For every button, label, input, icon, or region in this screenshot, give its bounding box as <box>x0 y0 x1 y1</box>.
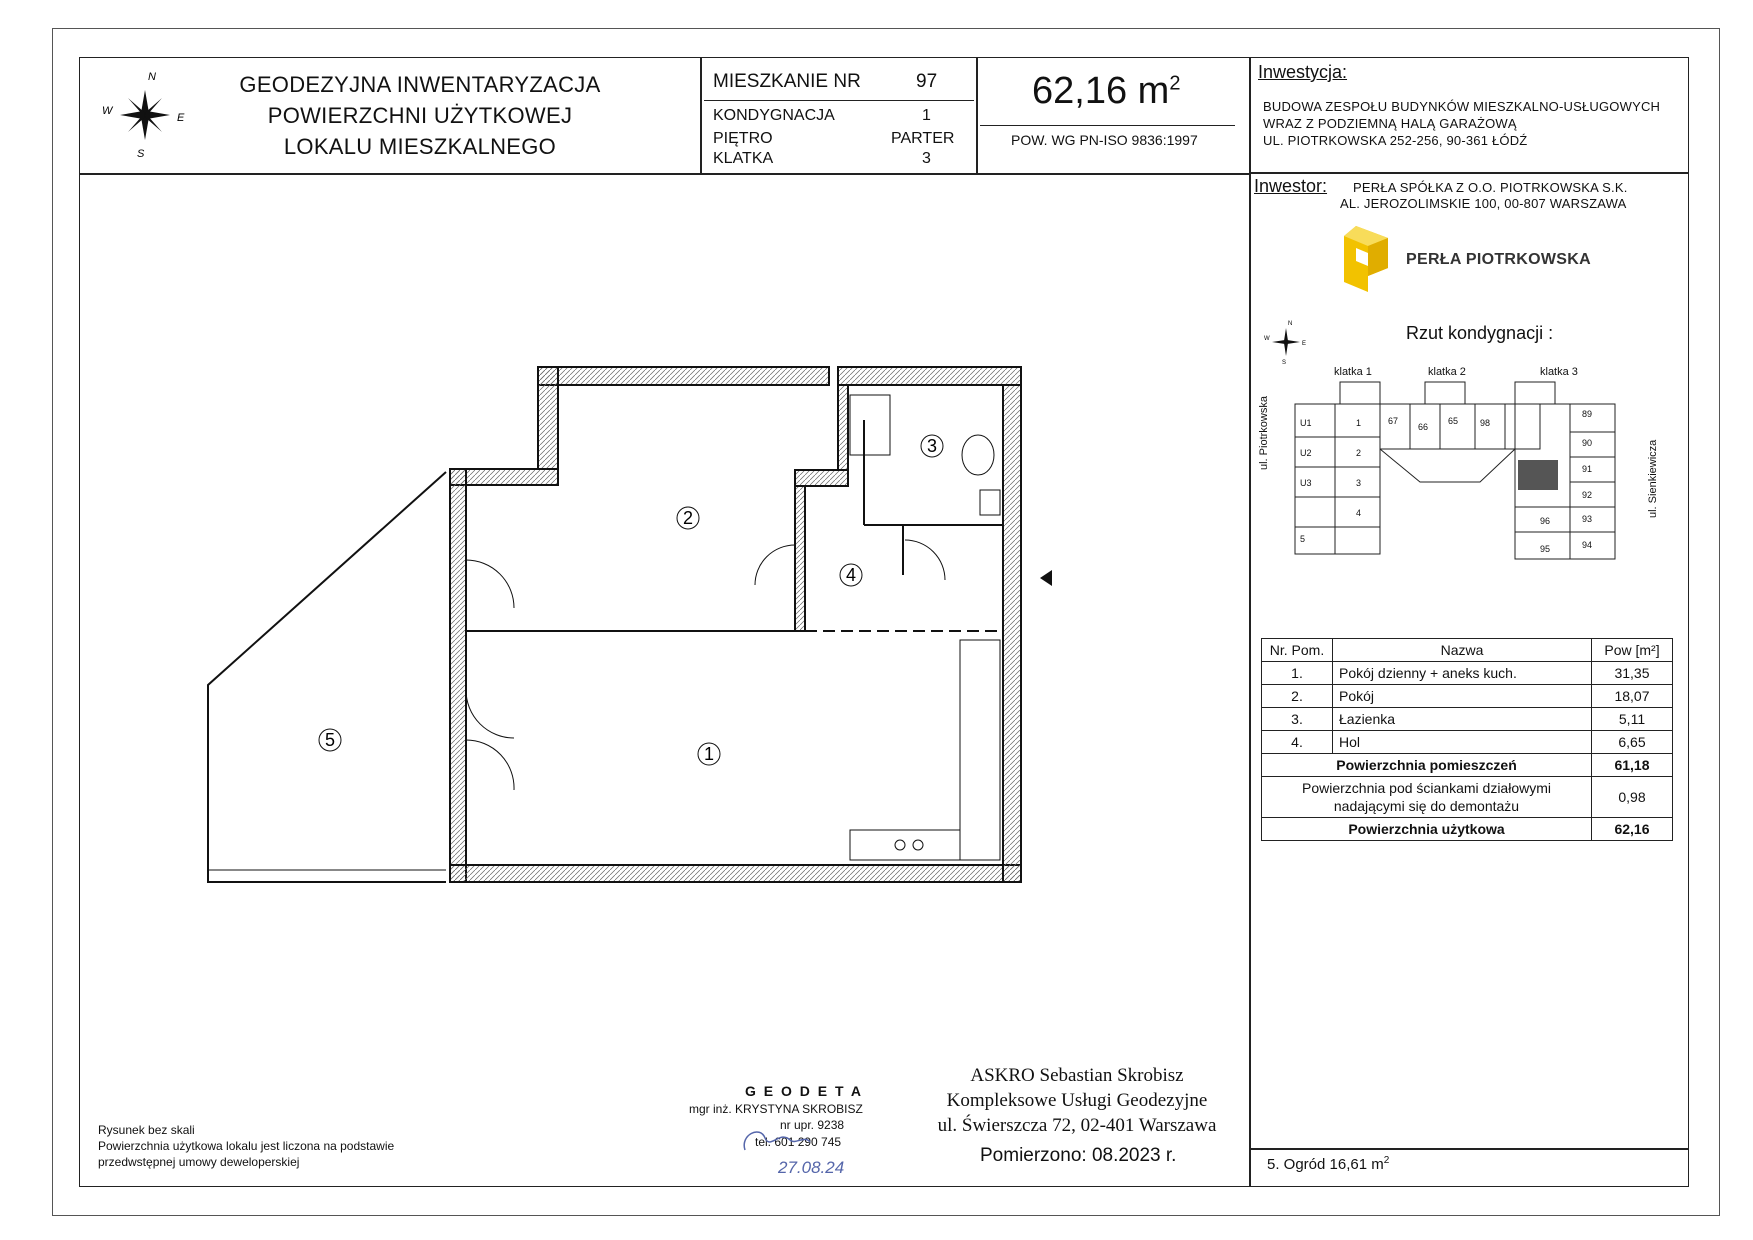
garden-area: 5. Ogród 16,61 $m^2$ <box>1267 1155 1390 1173</box>
investment-line-2: WRAZ Z PODZIEMNĄ HALĄ GARAŻOWĄ <box>1263 116 1517 131</box>
key-plan-drawing <box>1290 382 1630 582</box>
svg-text:93: 93 <box>1582 514 1593 524</box>
svg-text:91: 91 <box>1582 464 1593 474</box>
cell-nr: 3. <box>1262 708 1333 731</box>
usable-area-row <box>1262 818 1673 841</box>
svg-text:90: 90 <box>1582 438 1593 448</box>
svg-text:67: 67 <box>1388 416 1399 426</box>
svg-text:2: 2 <box>1356 448 1362 458</box>
svg-text:1: 1 <box>1356 418 1362 428</box>
svg-text:4: 4 <box>845 565 857 585</box>
note-line-3: przedwstępnej umowy deweloperskiej <box>98 1155 300 1169</box>
cell-name: Łazienka <box>1333 708 1592 731</box>
mieszkanie-value: 97 <box>916 71 938 92</box>
investment-label: Inwestycja: <box>1258 62 1348 82</box>
cell-name: Pokój dzienny + aneks kuch. <box>1333 662 1592 685</box>
svg-text:W: W <box>1264 336 1270 342</box>
investment-line-1: BUDOWA ZESPOŁU BUDYNKÓW MIESZKALNO-USŁUGOWYCH <box>1263 99 1661 114</box>
key-plan-title: Rzut kondygnacji : <box>1406 323 1554 343</box>
kondygnacja-label: KONDYGNACJA <box>713 107 835 124</box>
key-plan-klatka-2: klatka 2 <box>1428 366 1466 378</box>
svg-text:E: E <box>1302 341 1307 347</box>
investment-line-3: UL. PIOTRKOWSKA 252-256, 90-361 ŁÓDŹ <box>1263 133 1528 148</box>
cell-area: 18,07 <box>1592 685 1673 708</box>
svg-text:2: 2 <box>682 508 694 528</box>
investor-line-2: AL. JEROZOLIMSKIE 100, 00-807 WARSZAWA <box>1340 196 1627 211</box>
perla-logo-text: PERŁA PIOTRKOWSKA <box>1406 251 1591 268</box>
note-line-1: Rysunek bez skali <box>98 1123 195 1137</box>
table-row <box>1262 685 1673 708</box>
svg-text:5: 5 <box>324 730 336 750</box>
investor-line-1: PERŁA SPÓŁKA Z O.O. PIOTRKOWSKA S.K. <box>1353 180 1628 195</box>
walls-value: 0,98 <box>1592 777 1673 818</box>
svg-text:S: S <box>1282 360 1287 366</box>
rooms-table <box>1261 638 1673 841</box>
svg-text:N: N <box>148 71 156 83</box>
title-line-2: POWIERZCHNI UŻYTKOWEJ <box>267 103 573 128</box>
svg-text:95: 95 <box>1540 544 1551 554</box>
key-plan-klatka-3: klatka 3 <box>1540 366 1578 378</box>
stamp-line-1: mgr inż. KRYSTYNA SKROBISZ <box>689 1102 863 1116</box>
stamp-line-3: tel. 601 290 745 <box>755 1135 842 1149</box>
cell-name: Hol <box>1333 731 1592 754</box>
cell-name: Pokój <box>1333 685 1592 708</box>
svg-text:U2: U2 <box>1300 448 1312 458</box>
mieszkanie-label: MIESZKANIE NR <box>713 71 861 92</box>
kondygnacja-value: 1 <box>922 107 931 124</box>
svg-text:66: 66 <box>1418 422 1429 432</box>
investment-divider <box>1249 172 1689 174</box>
svg-text:S: S <box>137 148 145 160</box>
area-norm-note: POW. WG PN-ISO 9836:1997 <box>1011 132 1198 148</box>
total-rooms-value: 61,18 <box>1592 754 1673 777</box>
cell-area: 5,11 <box>1592 708 1673 731</box>
signature-date: 27.08.24 <box>778 1158 845 1177</box>
key-plan-klatka-1: klatka 1 <box>1334 366 1372 378</box>
company-line-2: Kompleksowe Usługi Geodezyjne <box>946 1090 1208 1111</box>
svg-text:W: W <box>102 105 113 117</box>
area-value: 62,16 $m^2$ <box>1032 70 1181 112</box>
note-line-2: Powierzchnia użytkowa lokalu jest liczona na podstawie <box>98 1139 395 1153</box>
signature-icon <box>735 1120 815 1160</box>
investor-label: Inwestor: <box>1254 176 1328 196</box>
cell-area: 6,65 <box>1592 731 1673 754</box>
key-plan-compass-icon <box>1262 318 1310 366</box>
svg-text:1: 1 <box>703 744 715 764</box>
svg-text:U1: U1 <box>1300 418 1312 428</box>
stamp-title: G E O D E T A <box>745 1083 864 1099</box>
pietro-label: PIĘTRO <box>713 130 773 147</box>
svg-text:E: E <box>177 112 185 124</box>
perla-logo-icon <box>1336 226 1396 292</box>
walls-row <box>1262 777 1673 818</box>
table-row <box>1262 731 1673 754</box>
svg-text:4: 4 <box>1356 508 1362 518</box>
svg-text:N: N <box>1288 321 1293 327</box>
klatka-value: 3 <box>922 150 931 167</box>
svg-text:5: 5 <box>1300 534 1306 544</box>
company-line-3: ul. Świerszcza 72, 02-401 Warszawa <box>937 1115 1217 1136</box>
svg-text:96: 96 <box>1540 516 1551 526</box>
klatka-label: KLATKA <box>713 150 774 167</box>
title-line-3: LOKALU MIESZKALNEGO <box>283 134 557 159</box>
cell-nr: 2. <box>1262 685 1333 708</box>
svg-text:94: 94 <box>1582 540 1593 550</box>
cell-nr: 1. <box>1262 662 1333 685</box>
company-line-1: ASKRO Sebastian Skrobisz <box>970 1065 1184 1086</box>
svg-text:3: 3 <box>1356 478 1362 488</box>
usable-area-value: 62,16 <box>1592 818 1673 841</box>
garden-divider <box>1249 1148 1689 1150</box>
key-plan-street-2: ul. Sienkiewicza <box>1647 439 1659 518</box>
measured-date: Pomierzono: 08.2023 r. <box>980 1145 1177 1166</box>
col-header-area: Pow [m²] <box>1592 639 1673 662</box>
svg-text:98: 98 <box>1480 418 1491 428</box>
stamp-line-2: nr upr. 9238 <box>780 1118 845 1132</box>
total-rooms-label: Powierzchnia pomieszczeń <box>1262 754 1592 777</box>
walls-label: Powierzchnia pod ściankami działowymi nadającymi się do demontażu <box>1262 777 1592 818</box>
key-plan-street-1: ul. Piotrkowska <box>1258 396 1270 470</box>
col-header-name: Nazwa <box>1333 639 1592 662</box>
cell-area: 31,35 <box>1592 662 1673 685</box>
table-row <box>1262 708 1673 731</box>
table-header-row <box>1262 639 1673 662</box>
svg-text:65: 65 <box>1448 416 1459 426</box>
pietro-value: PARTER <box>891 130 955 147</box>
cell-nr: 4. <box>1262 731 1333 754</box>
usable-area-label: Powierzchnia użytkowa <box>1262 818 1592 841</box>
svg-text:92: 92 <box>1582 490 1593 500</box>
svg-text:89: 89 <box>1582 409 1593 419</box>
entrance-arrow-icon <box>1040 570 1052 586</box>
col-header-nr: Nr. Pom. <box>1262 639 1333 662</box>
svg-text:3: 3 <box>926 436 938 456</box>
table-row <box>1262 662 1673 685</box>
total-rooms-row <box>1262 754 1673 777</box>
svg-text:U3: U3 <box>1300 478 1312 488</box>
title-line-1: GEODEZYJNA INWENTARYZACJA <box>239 72 601 97</box>
